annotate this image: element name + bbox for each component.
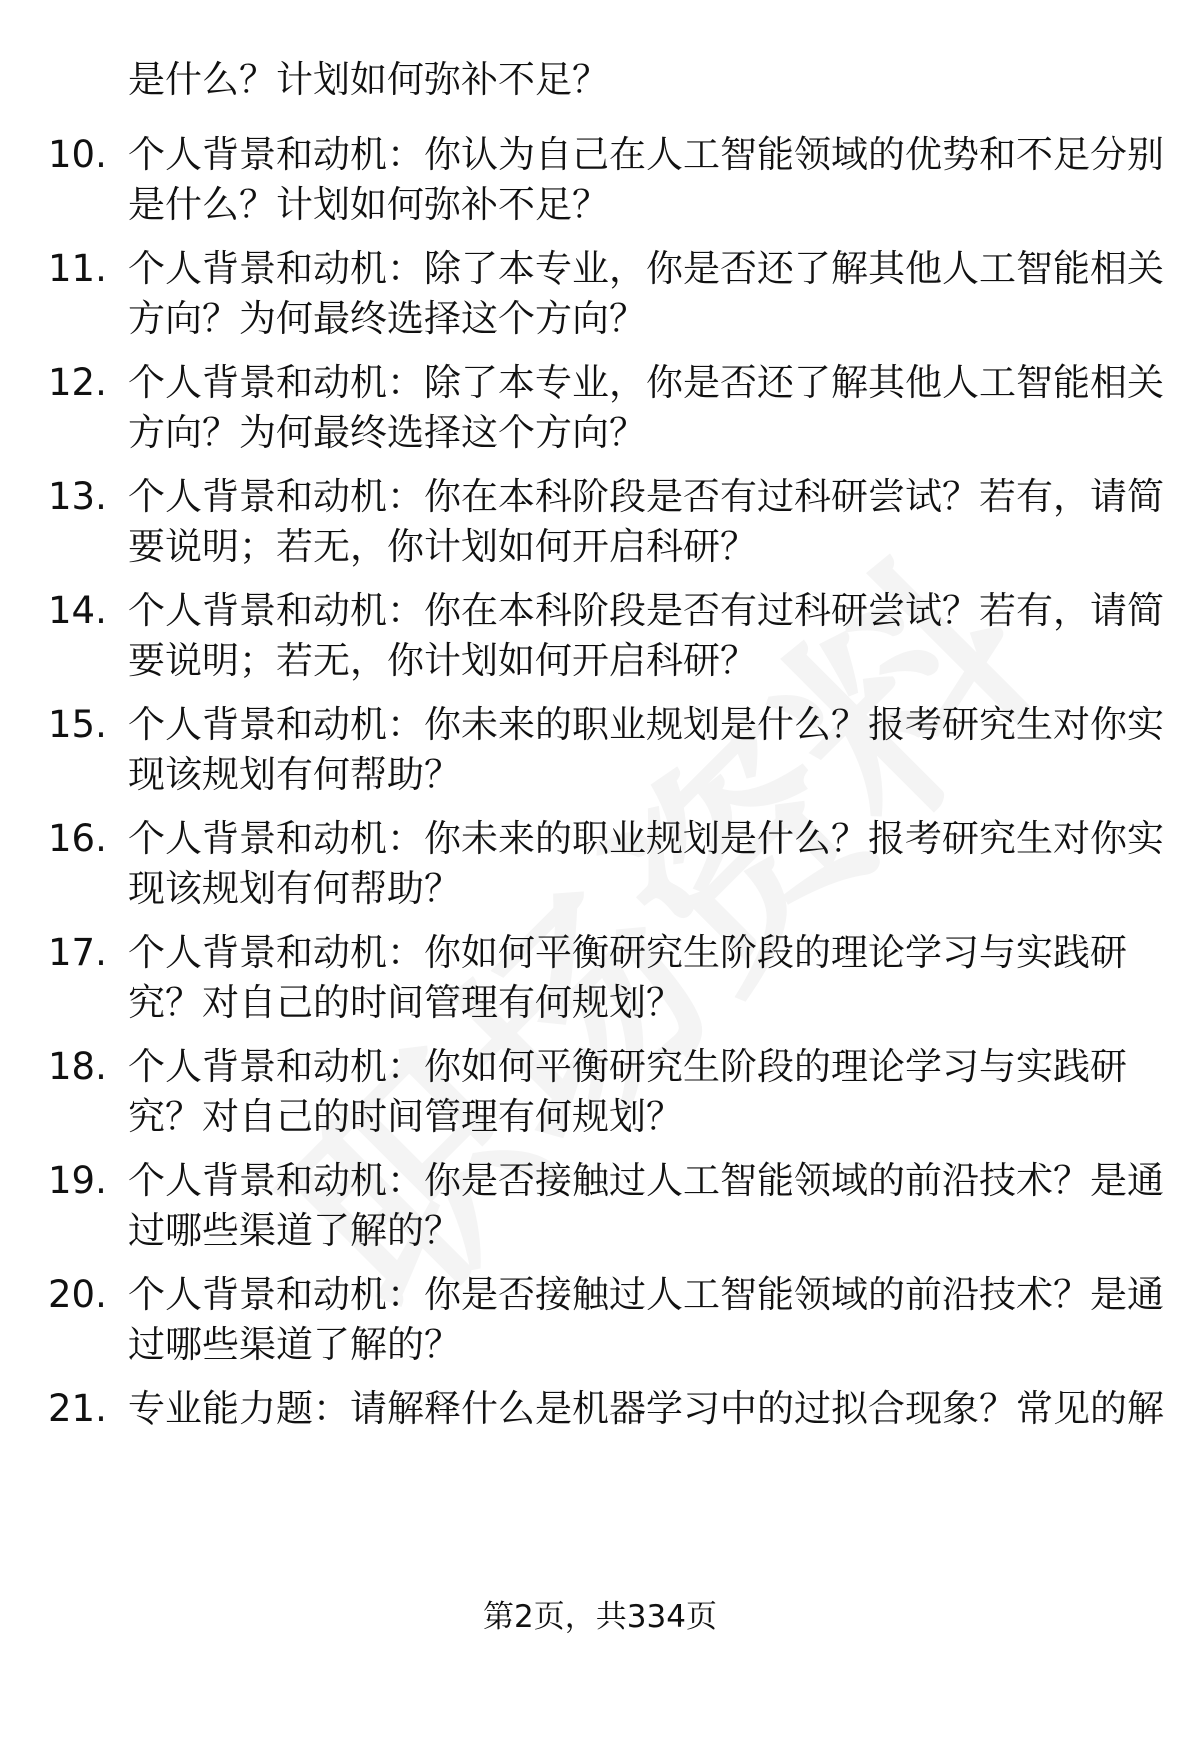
item-text xyxy=(128,814,1164,914)
item-text-line: 是什么？计划如何弥补不足？ xyxy=(128,183,609,226)
item-text-line: 要说明；若无，你计划如何开启科研？ xyxy=(128,525,757,568)
item-text-line: 究？对自己的时间管理有何规划？ xyxy=(128,981,683,1024)
item-text-line: 要说明；若无，你计划如何开启科研？ xyxy=(128,639,757,682)
item-text-line: 现该规划有何帮助？ xyxy=(128,753,461,796)
item-text-line: 究？对自己的时间管理有何规划？ xyxy=(128,1095,683,1138)
item-text-line: 个人背景和动机：你如何平衡研究生阶段的理论学习与实践研 xyxy=(128,931,1127,974)
item-number: 17. xyxy=(48,931,107,974)
continuation-line: 是什么？计划如何弥补不足？ xyxy=(128,58,609,101)
item-text-line: 过哪些渠道了解的？ xyxy=(128,1209,461,1252)
item-text-line: 方向？为何最终选择这个方向？ xyxy=(128,297,646,340)
item-number: 18. xyxy=(48,1045,107,1088)
item-text xyxy=(128,1384,1164,1434)
item-number: 12. xyxy=(48,361,107,404)
item-text-line: 个人背景和动机：你是否接触过人工智能领域的前沿技术？是通 xyxy=(128,1273,1164,1316)
item-text xyxy=(128,358,1164,458)
item-text-line: 现该规划有何帮助？ xyxy=(128,867,461,910)
item-text-line: 个人背景和动机：你在本科阶段是否有过科研尝试？若有，请简 xyxy=(128,475,1164,518)
item-text-line: 个人背景和动机：你在本科阶段是否有过科研尝试？若有，请简 xyxy=(128,589,1164,632)
item-number: 19. xyxy=(48,1159,107,1202)
item-text-line: 专业能力题：请解释什么是机器学习中的过拟合现象？常见的解 xyxy=(128,1387,1164,1430)
item-text-line: 个人背景和动机：你认为自己在人工智能领域的优势和不足分别 xyxy=(128,133,1164,176)
item-text xyxy=(128,586,1164,686)
item-number: 15. xyxy=(48,703,107,746)
item-text-line: 个人背景和动机：除了本专业，你是否还了解其他人工智能相关 xyxy=(128,247,1164,290)
item-number: 10. xyxy=(48,133,107,176)
item-text-line: 个人背景和动机：你如何平衡研究生阶段的理论学习与实践研 xyxy=(128,1045,1127,1088)
item-text-line: 方向？为何最终选择这个方向？ xyxy=(128,411,646,454)
item-text xyxy=(128,928,1148,1028)
page-footer: 第2页，共334页 xyxy=(483,1599,717,1635)
item-text-line: 个人背景和动机：你未来的职业规划是什么？报考研究生对你实 xyxy=(128,817,1164,860)
item-text-line: 个人背景和动机：你未来的职业规划是什么？报考研究生对你实 xyxy=(128,703,1164,746)
item-text xyxy=(128,1270,1164,1370)
item-number: 21. xyxy=(48,1387,107,1430)
item-text-line: 个人背景和动机：你是否接触过人工智能领域的前沿技术？是通 xyxy=(128,1159,1164,1202)
item-text xyxy=(128,472,1164,572)
item-text-line: 个人背景和动机：除了本专业，你是否还了解其他人工智能相关 xyxy=(128,361,1164,404)
item-number: 11. xyxy=(48,247,107,290)
item-number: 20. xyxy=(48,1273,107,1316)
item-number: 16. xyxy=(48,817,107,860)
item-text-line: 过哪些渠道了解的？ xyxy=(128,1323,461,1366)
item-text xyxy=(128,130,1164,230)
item-text xyxy=(128,1156,1164,1256)
item-number: 14. xyxy=(48,589,107,632)
item-text xyxy=(128,700,1164,800)
item-text xyxy=(128,244,1164,344)
item-text xyxy=(128,1042,1148,1142)
item-number: 13. xyxy=(48,475,107,518)
